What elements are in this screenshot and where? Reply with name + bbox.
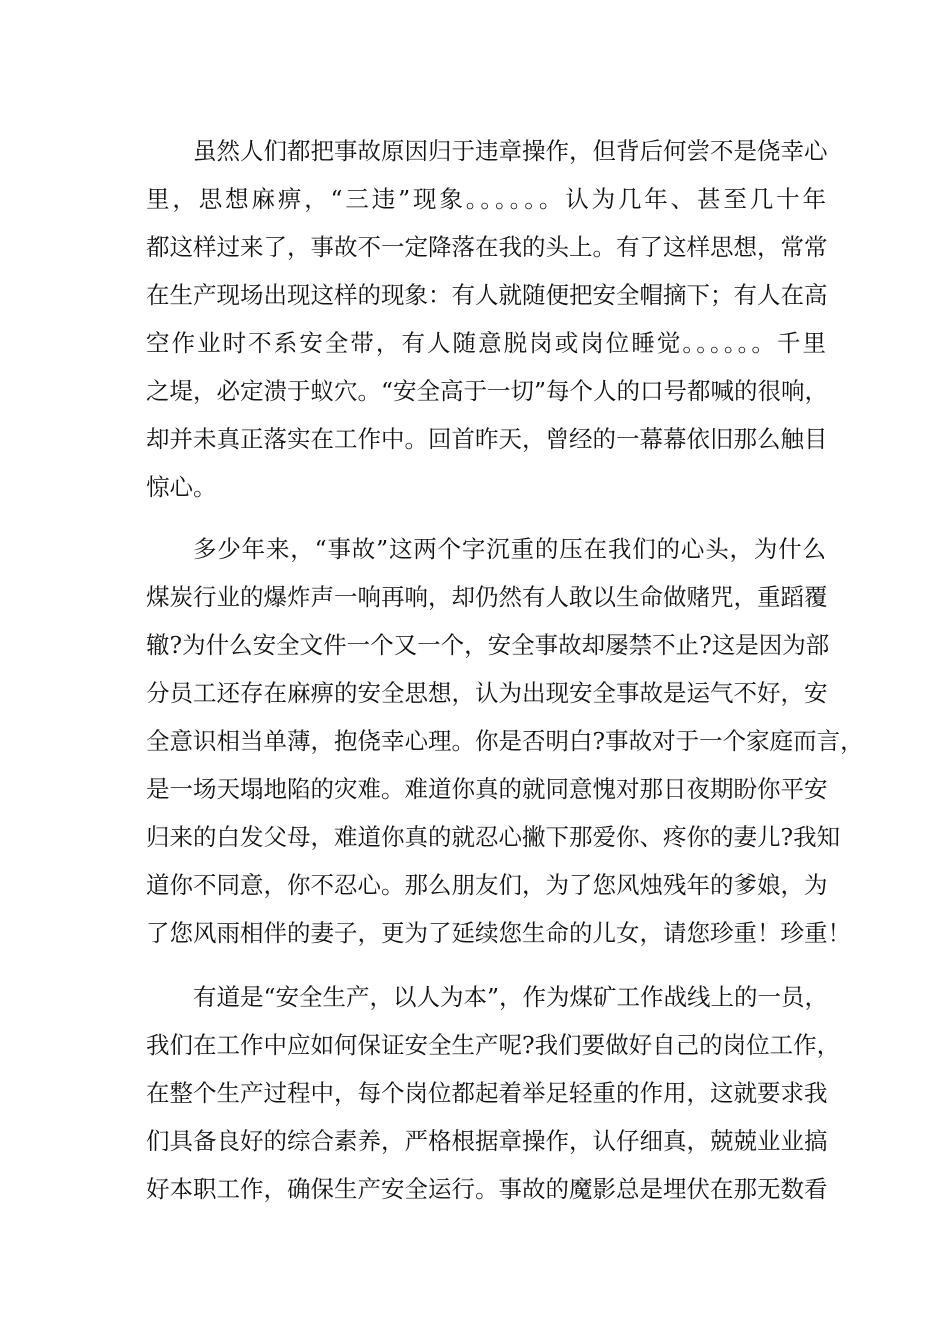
text-line: 道你不同意，你不忍心。那么朋友们，为了您风烛残年的爹娘，为 <box>146 871 828 899</box>
text-line: 却并未真正落实在工作中。回首昨天，曾经的一幕幕依旧那么触目 <box>146 425 828 453</box>
text-line: 有道是“安全生产，以人为本”，作为煤矿工作战线上的一员， <box>193 983 829 1011</box>
text-line: 里，思想麻痹，“三违”现象。。。。。。认为几年、甚至几十年 <box>146 185 826 213</box>
paragraph-2 <box>146 525 864 957</box>
text-line: 煤炭行业的爆炸声一响再响，却仍然有人敢以生命做赌咒，重蹈覆 <box>146 583 828 611</box>
text-line: 全意识相当单薄，抱侥幸心理。你是否明白?事故对于一个家庭而言， <box>146 727 864 755</box>
text-line: 在生产现场出现这样的现象：有人就随便把安全帽摘下；有人在高 <box>146 281 828 309</box>
text-line: 我们在工作中应如何保证安全生产呢?我们要做好自己的岗位工作， <box>146 1031 841 1059</box>
text-line: 们具备良好的综合素养，严格根据章操作，认仔细真，兢兢业业搞 <box>146 1127 828 1155</box>
paragraph-3 <box>146 973 841 1213</box>
text-line: 在整个生产过程中，每个岗位都起着举足轻重的作用，这就要求我 <box>146 1079 828 1107</box>
text-line: 虽然人们都把事故原因归于违章操作，但背后何尝不是侥幸心 <box>193 137 828 165</box>
text-line: 了您风雨相伴的妻子，更为了延续您生命的儿女，请您珍重！珍重！ <box>146 919 851 947</box>
text-line: 好本职工作，确保生产安全运行。事故的魔影总是埋伏在那无数看 <box>146 1175 828 1203</box>
text-line: 辙?为什么安全文件一个又一个，安全事故却屡禁不止?这是因为部 <box>146 631 830 659</box>
text-line: 多少年来，“事故”这两个字沉重的压在我们的心头，为什么 <box>193 535 826 563</box>
text-line: 都这样过来了，事故不一定降落在我的头上。有了这样思想，常常 <box>146 233 828 261</box>
text-line: 是一场天塌地陷的灾难。难道你真的就同意愧对那日夜期盼你平安 <box>146 775 828 803</box>
text-line: 惊心。 <box>146 473 217 501</box>
text-line: 分员工还存在麻痹的安全思想，认为出现安全事故是运气不好，安 <box>146 679 828 707</box>
paragraph-1 <box>146 127 829 511</box>
text-line: 归来的白发父母，难道你真的就忍心撇下那爱你、疼你的妻儿?我知 <box>146 823 841 851</box>
text-line: 之堤，必定溃于蚁穴。“安全高于一切”每个人的口号都喊的很响， <box>146 377 829 405</box>
text-line: 空作业时不系安全带，有人随意脱岗或岗位睡觉。。。。。。千里 <box>146 329 826 357</box>
